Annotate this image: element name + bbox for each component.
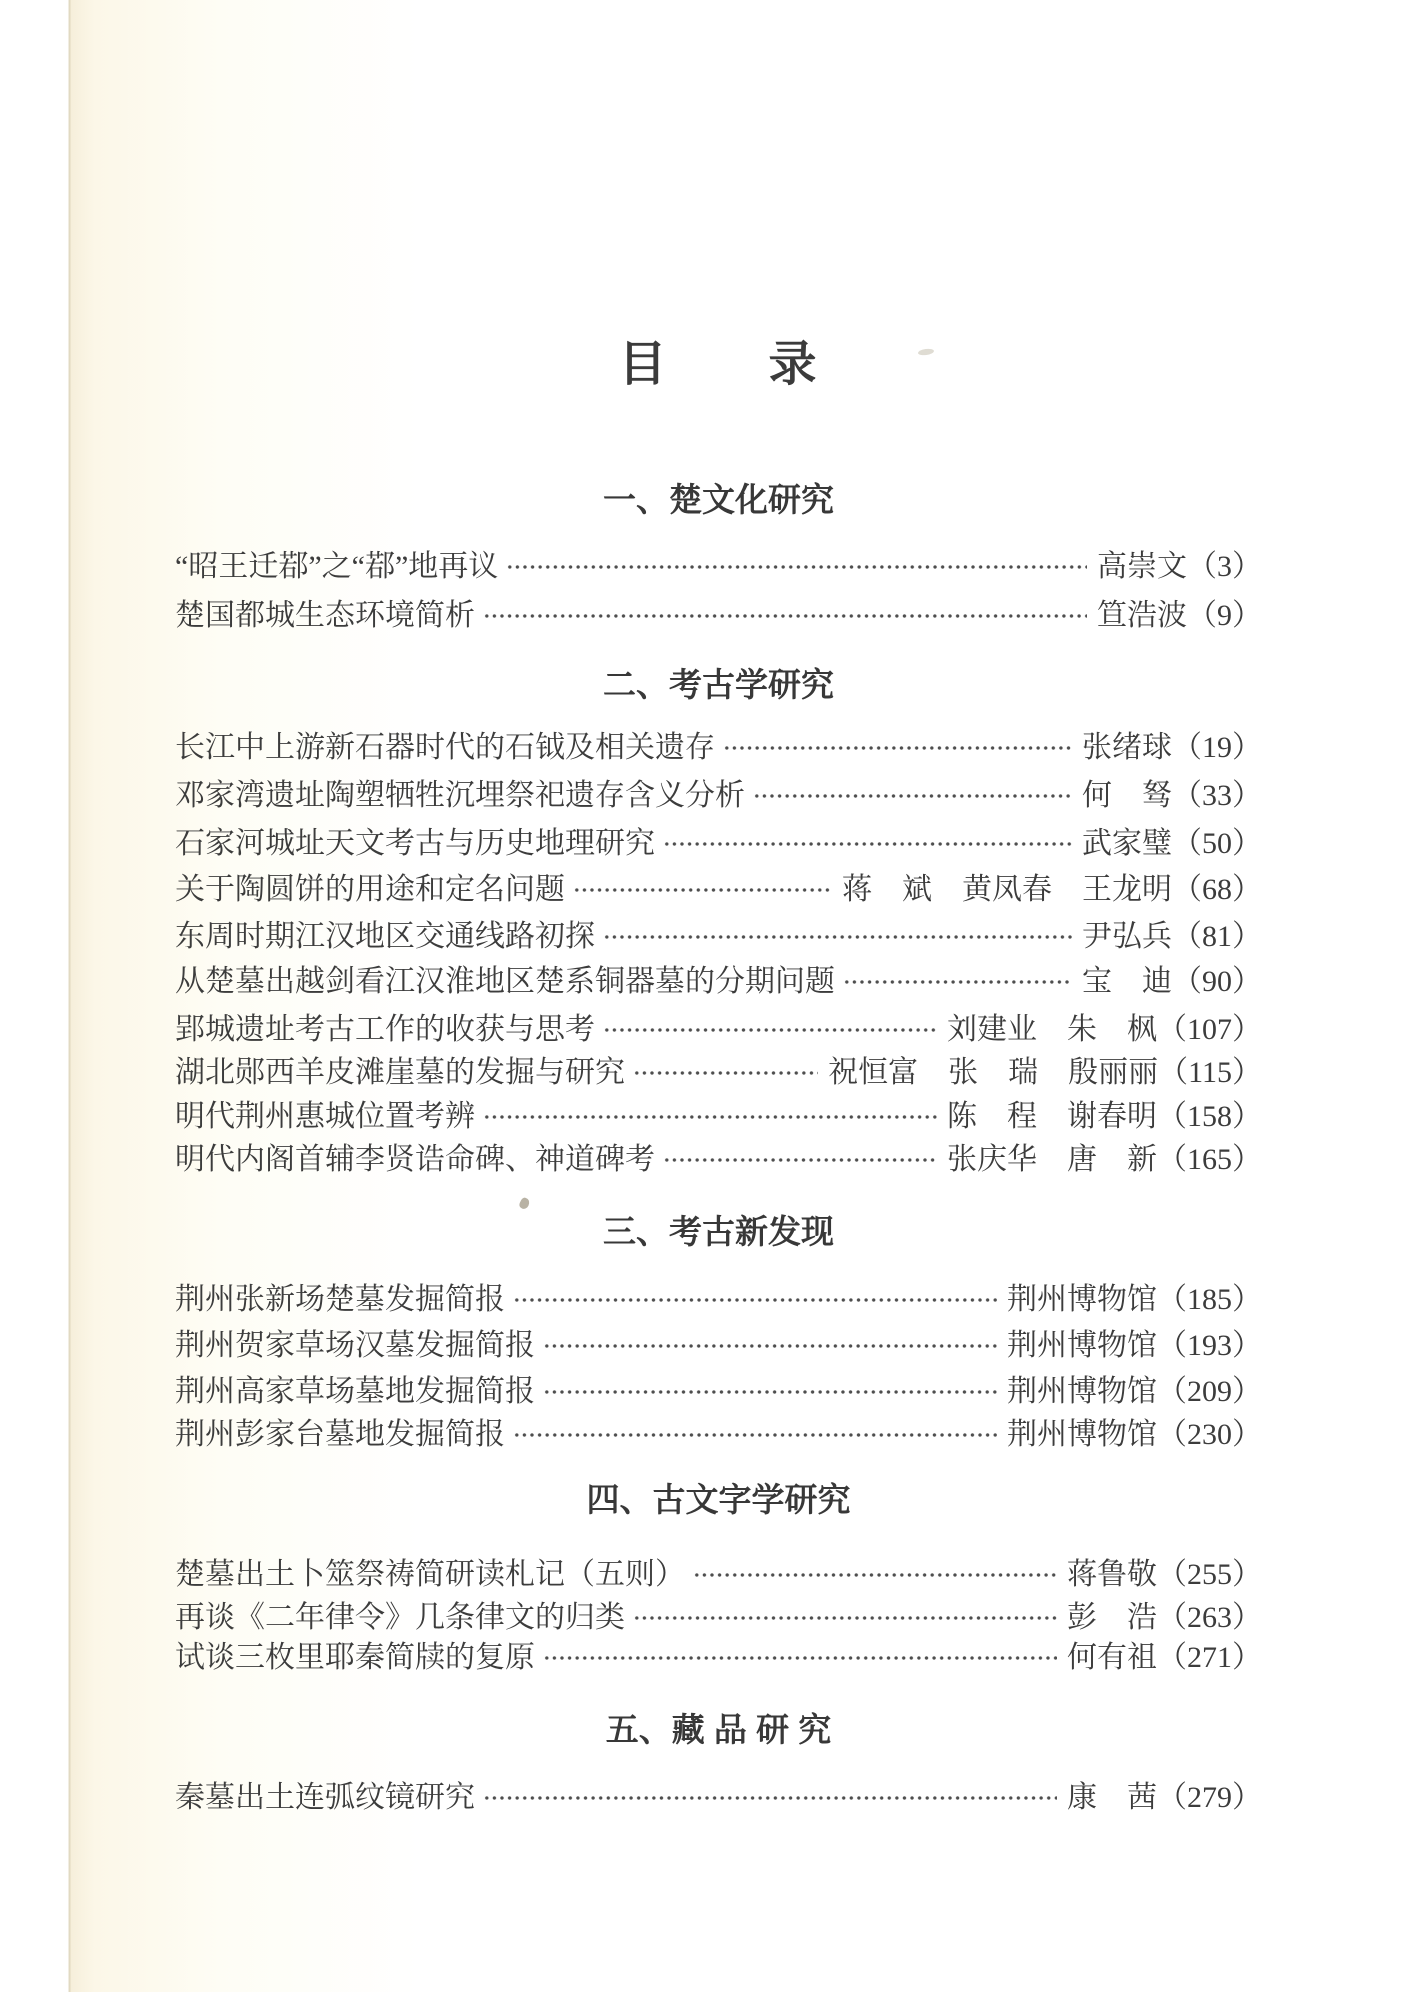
entry-authors: 刘建业 朱 枫 — [947, 1013, 1157, 1046]
entry-title: 从楚墓出越剑看江汉淮地区楚系铜器墓的分期问题 — [175, 965, 835, 998]
entry-page-number: （271） — [1157, 1641, 1262, 1674]
dot-leader — [843, 961, 1072, 1003]
toc-entry — [175, 1096, 1262, 1138]
entry-title: 荆州张新场楚墓发掘简报 — [175, 1283, 505, 1316]
entry-title: 楚墓出土卜筮祭祷简研读札记（五则） — [175, 1558, 685, 1591]
page-edge-shadow — [68, 0, 71, 1992]
dot-leader — [543, 1371, 997, 1413]
entry-page-number: （68） — [1172, 873, 1262, 906]
entry-title: 明代荆州惠城位置考辨 — [175, 1100, 475, 1133]
toc-entry — [175, 869, 1262, 911]
section-heading-1: 一、楚文化研究 — [603, 481, 834, 518]
dot-leader — [543, 1637, 1057, 1679]
toc-entry — [175, 1414, 1262, 1456]
entry-title: 荆州贺家草场汉墓发掘简报 — [175, 1329, 535, 1362]
entry-page-number: （19） — [1172, 731, 1262, 764]
entry-title: 湖北郧西羊皮滩崖墓的发掘与研究 — [175, 1056, 625, 1089]
entry-page-number: （185） — [1157, 1283, 1262, 1316]
entry-title: 关于陶圆饼的用途和定名问题 — [175, 873, 565, 906]
dot-leader — [513, 1279, 997, 1321]
entry-authors: 荆州博物馆 — [1007, 1375, 1157, 1408]
dot-leader — [753, 775, 1072, 817]
entry-page-number: （90） — [1172, 965, 1262, 998]
entry-authors: 尹弘兵 — [1082, 920, 1172, 953]
toc-entry — [175, 823, 1262, 865]
toc-entry — [175, 1554, 1262, 1596]
toc-entry — [175, 1597, 1262, 1639]
dot-leader — [603, 916, 1072, 958]
entry-title: 郢城遗址考古工作的收获与思考 — [175, 1013, 595, 1046]
toc-entry — [175, 961, 1262, 1003]
toc-entry — [175, 1139, 1262, 1181]
entry-title: 荆州彭家台墓地发掘简报 — [175, 1418, 505, 1451]
toc-entry — [175, 1279, 1262, 1321]
entry-title: 明代内阁首辅李贤诰命碑、神道碑考 — [175, 1143, 655, 1176]
toc-content — [175, 0, 1262, 1992]
entry-authors: 武家璧 — [1082, 827, 1172, 860]
entry-title: 荆州高家草场墓地发掘简报 — [175, 1375, 535, 1408]
entry-page-number: （230） — [1157, 1418, 1262, 1451]
entry-page-number: （209） — [1157, 1375, 1262, 1408]
dot-leader — [543, 1325, 997, 1367]
dot-leader — [603, 1009, 937, 1051]
page-title: 目 录 — [618, 338, 819, 391]
entry-title: 邓家湾遗址陶塑牺牲沉埋祭祀遗存含义分析 — [175, 779, 745, 812]
dot-leader — [723, 727, 1072, 769]
entry-authors: 宝 迪 — [1082, 965, 1172, 998]
entry-page-number: （263） — [1157, 1601, 1262, 1634]
entry-authors: 高崇文 — [1097, 550, 1187, 583]
dot-leader — [633, 1597, 1057, 1639]
dot-leader — [483, 1096, 937, 1138]
dot-leader — [506, 546, 1087, 588]
toc-entry — [175, 775, 1262, 817]
entry-title: 长江中上游新石器时代的石钺及相关遗存 — [175, 731, 715, 764]
entry-authors: 康 茜 — [1067, 1781, 1157, 1814]
section-heading-5: 五、藏 品 研 究 — [605, 1711, 832, 1748]
entry-title: “昭王迁鄀”之“鄀”地再议 — [175, 550, 499, 583]
entry-page-number: （33） — [1172, 779, 1262, 812]
entry-page-number: （3） — [1187, 550, 1262, 583]
toc-entry — [175, 546, 1262, 588]
entry-page-number: （81） — [1172, 920, 1262, 953]
dot-leader — [663, 823, 1072, 865]
entry-authors: 荆州博物馆 — [1007, 1283, 1157, 1316]
entry-page-number: （50） — [1172, 827, 1262, 860]
entry-authors: 荆州博物馆 — [1007, 1329, 1157, 1362]
entry-title: 石家河城址天文考古与历史地理研究 — [175, 827, 655, 860]
entry-page-number: （279） — [1157, 1781, 1262, 1814]
entry-page-number: （165） — [1157, 1143, 1262, 1176]
entry-authors: 荆州博物馆 — [1007, 1418, 1157, 1451]
toc-entry — [175, 1637, 1262, 1679]
entry-authors: 蒋 斌 黄凤春 王龙明 — [842, 873, 1172, 906]
entry-authors: 张绪球 — [1082, 731, 1172, 764]
entry-title: 再谈《二年律令》几条律文的归类 — [175, 1601, 625, 1634]
entry-page-number: （107） — [1157, 1013, 1262, 1046]
entry-authors: 陈 程 谢春明 — [947, 1100, 1157, 1133]
dot-leader — [693, 1554, 1057, 1596]
entry-authors: 张庆华 唐 新 — [947, 1143, 1157, 1176]
section-heading-3: 三、考古新发现 — [603, 1213, 834, 1250]
entry-page-number: （9） — [1187, 599, 1262, 632]
entry-authors: 何有祖 — [1067, 1641, 1157, 1674]
entry-page-number: （158） — [1157, 1100, 1262, 1133]
dot-leader — [483, 1777, 1057, 1819]
dot-leader — [633, 1052, 818, 1094]
toc-entry — [175, 1325, 1262, 1367]
section-heading-4: 四、古文字学研究 — [586, 1481, 851, 1518]
entry-authors: 祝恒富 张 瑞 殷丽丽 — [828, 1056, 1159, 1089]
toc-entry — [175, 1777, 1262, 1819]
toc-entry — [175, 916, 1262, 958]
dot-leader — [513, 1414, 997, 1456]
entry-page-number: （255） — [1157, 1558, 1262, 1591]
entry-authors: 何 驽 — [1082, 779, 1172, 812]
entry-title: 东周时期江汉地区交通线路初探 — [175, 920, 595, 953]
toc-entry — [175, 1052, 1262, 1094]
toc-entry — [175, 1009, 1262, 1051]
entry-authors: 蒋鲁敬 — [1067, 1558, 1157, 1591]
toc-entry — [175, 727, 1262, 769]
entry-page-number: （193） — [1157, 1329, 1262, 1362]
dot-leader — [483, 595, 1087, 637]
entry-title: 楚国都城生态环境简析 — [175, 599, 475, 632]
section-heading-2: 二、考古学研究 — [603, 666, 834, 703]
dot-leader — [573, 869, 832, 911]
entry-title: 秦墓出土连弧纹镜研究 — [175, 1781, 475, 1814]
entry-authors: 彭 浩 — [1067, 1601, 1157, 1634]
entry-authors: 笪浩波 — [1097, 599, 1187, 632]
dot-leader — [663, 1139, 937, 1181]
entry-page-number: （115） — [1158, 1056, 1262, 1089]
toc-entry — [175, 595, 1262, 637]
toc-entry — [175, 1371, 1262, 1413]
entry-title: 试谈三枚里耶秦简牍的复原 — [175, 1641, 535, 1674]
